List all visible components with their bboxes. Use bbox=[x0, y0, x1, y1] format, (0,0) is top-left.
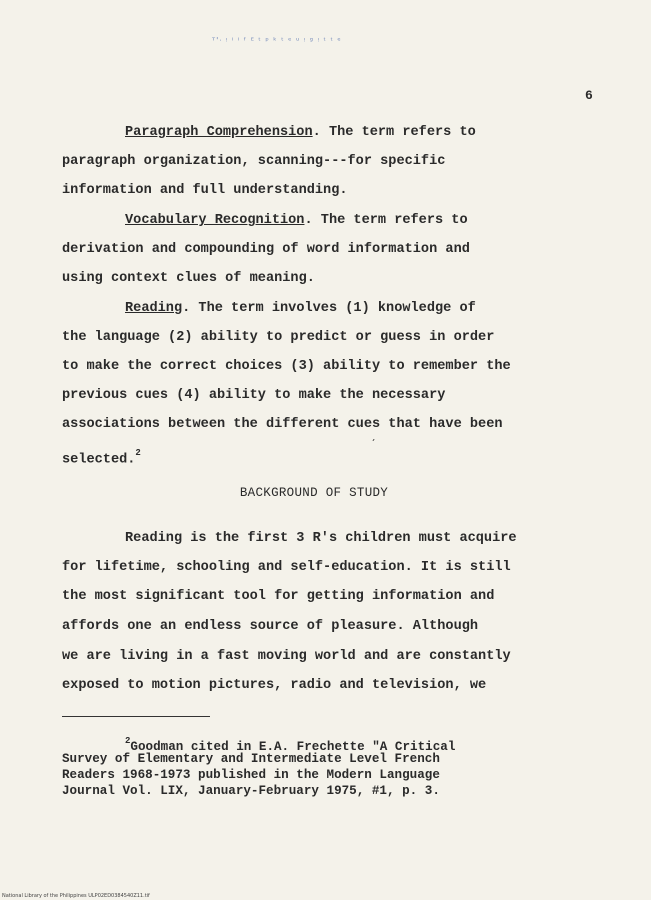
background-line-6: exposed to motion pictures, radio and television, we bbox=[62, 678, 487, 693]
footnote-marker: 2 bbox=[125, 736, 131, 746]
reading-line-2: the language (2) ability to predict or guess in order bbox=[62, 330, 495, 345]
term-vocabulary-recognition: Vocabulary Recognition bbox=[125, 213, 305, 228]
footnote-line-2: Survey of Elementary and Intermediate Level French bbox=[62, 752, 440, 766]
background-line-1: Reading is the first 3 R's children must acquire bbox=[125, 531, 517, 546]
background-line-4: affords one an endless source of pleasure. Although bbox=[62, 619, 479, 634]
footnote-reference: 2 bbox=[135, 448, 141, 458]
footnote-divider bbox=[62, 716, 210, 717]
header-handwriting: ᵀ'ᐧ ᵎ ⁱ ⁱ ᶠ ᴱ ᵗ ᵖ ᵏ ᵗ ᵉ ᵘ ᵎ ᵍ ᵎ ᵗ ᵗ ᵉ bbox=[212, 36, 342, 45]
background-line-2: for lifetime, schooling and self-education. It is still bbox=[62, 560, 511, 575]
vocabulary-recognition-line-1: Vocabulary Recognition. The term refers to bbox=[125, 213, 468, 228]
footnote-line-4: Journal Vol. LIX, January-February 1975, #1, p. 3. bbox=[62, 784, 440, 798]
reading-line-3: to make the correct choices (3) ability to remember the bbox=[62, 359, 511, 374]
reading-line-5: associations between the different cues that have been bbox=[62, 417, 503, 432]
paragraph-comprehension-line-2: paragraph organization, scanning---for specific bbox=[62, 154, 446, 169]
vocabulary-recognition-line-3: using context clues of meaning. bbox=[62, 271, 315, 286]
background-line-3: the most significant tool for getting information and bbox=[62, 589, 495, 604]
background-line-5: we are living in a fast moving world and are constantly bbox=[62, 649, 511, 664]
footnote-line-1: $^2$Goodman cited in E.A. Frechette "A Critical bbox=[125, 736, 456, 755]
paragraph-comprehension-line-1: Paragraph Comprehension. The term refers to bbox=[125, 125, 476, 140]
reading-line-6: selected.$^2$ bbox=[62, 448, 141, 468]
paragraph-comprehension-line-3: information and full understanding. bbox=[62, 183, 348, 198]
term-reading: Reading bbox=[125, 301, 183, 316]
footnote-line-3: Readers 1968-1973 published in the Modern Language bbox=[62, 768, 440, 782]
stray-mark: ˊ bbox=[370, 438, 378, 452]
vocabulary-recognition-line-2: derivation and compounding of word information and bbox=[62, 242, 470, 257]
term-paragraph-comprehension: Paragraph Comprehension bbox=[125, 125, 313, 140]
reading-line-1: Reading. The term involves (1) knowledge of bbox=[125, 301, 476, 316]
section-heading: BACKGROUND OF STUDY bbox=[239, 486, 389, 500]
page-number: 6 bbox=[585, 88, 593, 103]
archive-stamp: National Library of the Philippines ULP02ED0384540Z11.tif bbox=[2, 893, 150, 899]
reading-line-4: previous cues (4) ability to make the necessary bbox=[62, 388, 446, 403]
